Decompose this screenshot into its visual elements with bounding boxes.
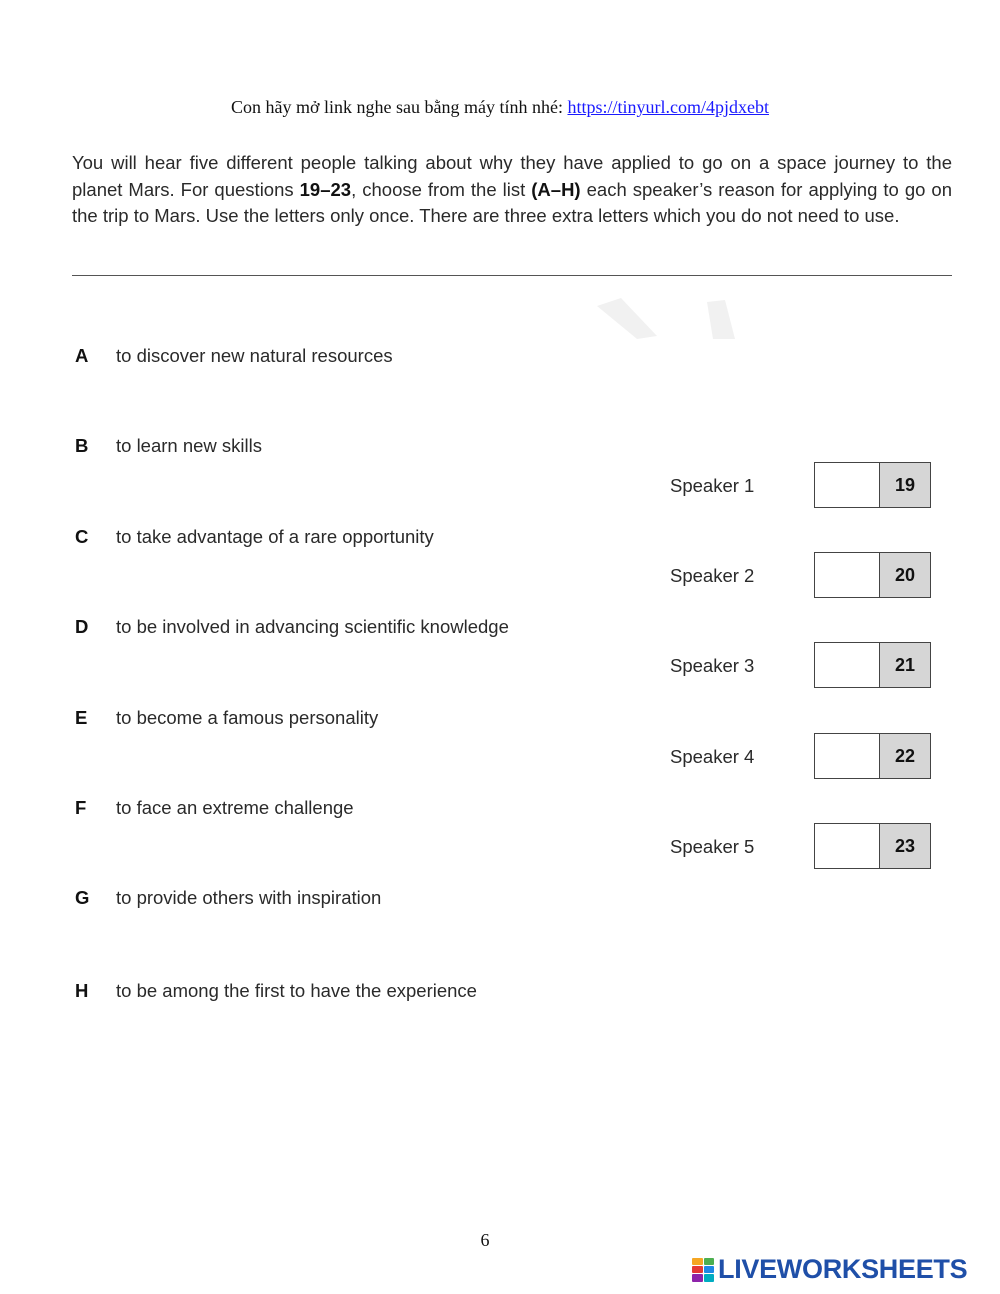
option-h [75, 979, 477, 1003]
question-number: 20 [880, 553, 930, 597]
logo-text: LIVEWORKSHEETS [718, 1254, 968, 1284]
letter-range: (A–H) [531, 178, 581, 200]
question-number: 21 [880, 643, 930, 687]
option-letter: D [75, 616, 89, 637]
question-number: 19 [880, 463, 930, 507]
speaker-3-answer-box [814, 642, 931, 688]
speaker-3-label: Speaker 3 [670, 655, 755, 676]
answer-field[interactable] [815, 824, 880, 868]
option-e [75, 706, 378, 730]
watermark-shape [595, 296, 745, 341]
option-text: to take advantage of a rare opportunity [116, 526, 434, 547]
question-number: 22 [880, 734, 930, 778]
answer-field[interactable] [815, 734, 880, 778]
option-b [75, 434, 262, 458]
speaker-2-label: Speaker 2 [670, 565, 755, 586]
speaker-5-answer-box [814, 823, 931, 869]
option-text: to provide others with inspiration [116, 887, 382, 908]
logo-square [704, 1274, 715, 1281]
option-letter: F [75, 797, 87, 818]
option-letter: H [75, 980, 89, 1001]
option-letter: B [75, 435, 89, 456]
option-letter: C [75, 526, 89, 547]
option-a [75, 344, 393, 368]
option-text: to face an extreme challenge [116, 797, 354, 818]
instructions-part-1: You will hear five different people talking about why they have applied to go on a space journey to the planet Mars. For questions [72, 152, 952, 200]
logo-square [692, 1266, 703, 1273]
liveworksheets-logo [692, 1254, 967, 1285]
speaker-5-label: Speaker 5 [670, 836, 755, 857]
page-number: 6 [480, 1230, 490, 1250]
option-letter: A [75, 345, 89, 366]
option-c [75, 525, 434, 549]
audio-link[interactable]: https://tinyurl.com/4pjdxebt [567, 97, 769, 117]
note-text: Con hãy mở link nghe sau bằng máy tính nhé: [231, 97, 568, 117]
logo-square [692, 1274, 703, 1281]
option-f [75, 796, 354, 820]
speaker-2-answer-box [814, 552, 931, 598]
question-number: 23 [880, 824, 930, 868]
option-text: to be among the first to have the experience [116, 980, 477, 1001]
option-text: to learn new skills [116, 435, 263, 456]
option-letter: G [75, 887, 90, 908]
option-text: to become a famous personality [116, 707, 379, 728]
listening-note [0, 97, 1000, 118]
logo-square [692, 1258, 703, 1265]
option-d [75, 615, 509, 639]
answer-field[interactable] [815, 643, 880, 687]
instructions-part-2: , choose from the list [351, 178, 532, 200]
option-text: to discover new natural resources [116, 345, 393, 366]
question-range: 19–23 [299, 178, 352, 200]
speaker-4-label: Speaker 4 [670, 746, 755, 767]
speaker-1-answer-box [814, 462, 931, 508]
answer-field[interactable] [815, 463, 880, 507]
logo-grid-icon [692, 1258, 714, 1282]
instructions-part-3: each speaker’s reason for applying to go on the trip to Mars. Use the letters only once. There are three extra letters which you do not need to use. [72, 178, 952, 226]
option-g [75, 886, 381, 910]
logo-square [704, 1258, 715, 1265]
answer-field[interactable] [815, 553, 880, 597]
logo-square [704, 1266, 715, 1273]
speaker-1-label: Speaker 1 [670, 475, 755, 496]
divider [72, 275, 952, 276]
option-text: to be involved in advancing scientific knowledge [116, 616, 509, 637]
speaker-4-answer-box [814, 733, 931, 779]
option-letter: E [75, 707, 88, 728]
task-instructions [72, 150, 952, 230]
